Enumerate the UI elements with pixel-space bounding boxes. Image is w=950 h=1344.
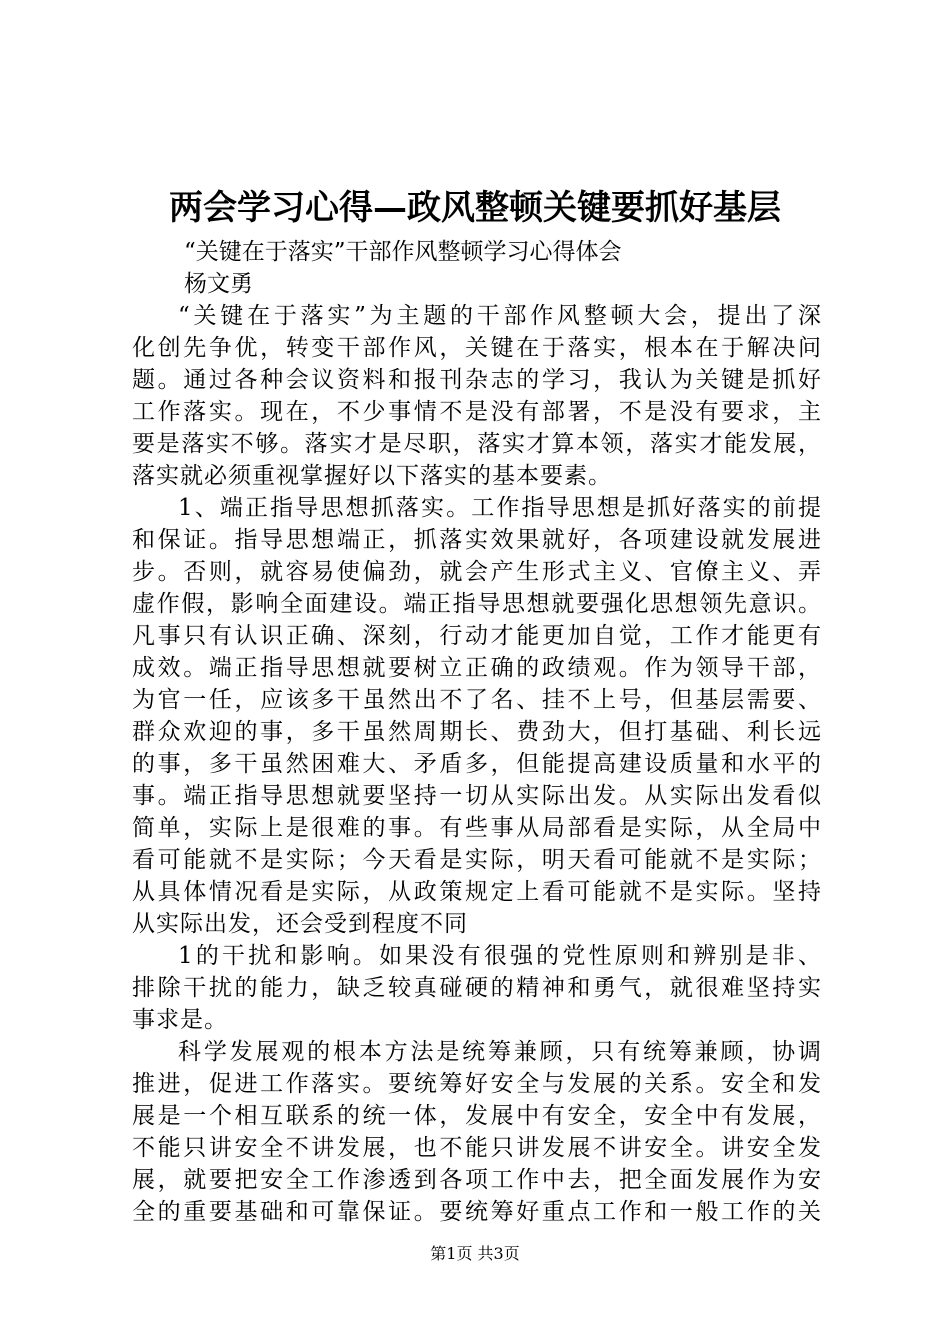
paragraph-line: 成效。端正指导思想就要树立正确的政绩观。作为领导干部， [132, 655, 822, 681]
paragraph-line: 1的干扰和影响。如果没有很强的党性原则和辨别是非、 [178, 943, 822, 969]
paragraph-line: 1、端正指导思想抓落实。工作指导思想是抓好落实的前提 [178, 495, 822, 521]
paragraph-line: 事求是。 [132, 1007, 228, 1033]
paragraph-line: 全的重要基础和可靠保证。要统筹好重点工作和一般工作的关 [132, 1199, 822, 1225]
paragraph-line: 科学发展观的根本方法是统筹兼顾，只有统筹兼顾，协调 [178, 1039, 822, 1065]
paragraph-line: 推进，促进工作落实。要统筹好安全与发展的关系。安全和发 [132, 1071, 822, 1097]
paragraph-line: 不能只讲安全不讲发展，也不能只讲发展不讲安全。讲安全发 [132, 1135, 822, 1161]
paragraph-3 [132, 940, 822, 1036]
document-body [132, 300, 822, 1228]
paragraph-line: 落实就必须重视掌握好以下落实的基本要素。 [132, 463, 612, 489]
document-subtitle: “关键在于落实”干部作风整顿学习心得体会 [184, 239, 622, 265]
paragraph-line: 步。否则，就容易使偏劲，就会产生形式主义、官僚主义、弄 [132, 559, 822, 585]
paragraph-line: 从具体情况看是实际，从政策规定上看可能就不是实际。坚持 [132, 879, 822, 905]
paragraph-line: 和保证。指导思想端正，抓落实效果就好，各项建设就发展进 [132, 527, 822, 553]
paragraph-line: 展是一个相互联系的统一体，发展中有安全，安全中有发展， [132, 1103, 822, 1129]
paragraph-line: 看可能就不是实际；今天看是实际，明天看可能就不是实际； [132, 847, 822, 873]
paragraph-line: 工作落实。现在，不少事情不是没有部署，不是没有要求，主 [132, 399, 822, 425]
paragraph-line: 从实际出发，还会受到程度不同 [132, 911, 468, 937]
paragraph-line: 凡事只有认识正确、深刻，行动才能更加自觉，工作才能更有 [132, 623, 822, 649]
paragraph-line: 展，就要把安全工作渗透到各项工作中去，把全面发展作为安 [132, 1167, 822, 1193]
paragraph-line: 简单，实际上是很难的事。有些事从局部看是实际，从全局中 [132, 815, 822, 841]
paragraph-line: 题。通过各种会议资料和报刊杂志的学习，我认为关键是抓好 [132, 367, 822, 393]
paragraph-line: 群众欢迎的事，多干虽然周期长、费劲大，但打基础、利长远 [132, 719, 822, 745]
paragraph-line: 虚作假，影响全面建设。端正指导思想就要强化思想领先意识。 [132, 591, 822, 617]
paragraph-4 [132, 1036, 822, 1228]
paragraph-line: 为官一任，应该多干虽然出不了名、挂不上号，但基层需要、 [132, 687, 822, 713]
paragraph-1 [132, 300, 822, 492]
paragraph-line: 排除干扰的能力，缺乏较真碰硬的精神和勇气，就很难坚持实 [132, 975, 822, 1001]
document-author: 杨文勇 [184, 271, 253, 297]
page-footer: 第1页 共3页 [430, 1244, 520, 1263]
paragraph-line: “关键在于落实”为主题的干部作风整顿大会，提出了深 [178, 303, 822, 329]
paragraph-line: 要是落实不够。落实才是尽职，落实才算本领，落实才能发展， [132, 431, 822, 457]
paragraph-line: 事。端正指导思想就要坚持一切从实际出发。从实际出发看似 [132, 783, 822, 809]
page-title: 两会学习心得—政风整顿关键要抓好基层 [169, 188, 781, 228]
paragraph-line: 化创先争优，转变干部作风，关键在于落实，根本在于解决问 [132, 335, 822, 361]
paragraph-2 [132, 492, 822, 940]
paragraph-line: 的事，多干虽然困难大、矛盾多，但能提高建设质量和水平的 [132, 751, 822, 777]
